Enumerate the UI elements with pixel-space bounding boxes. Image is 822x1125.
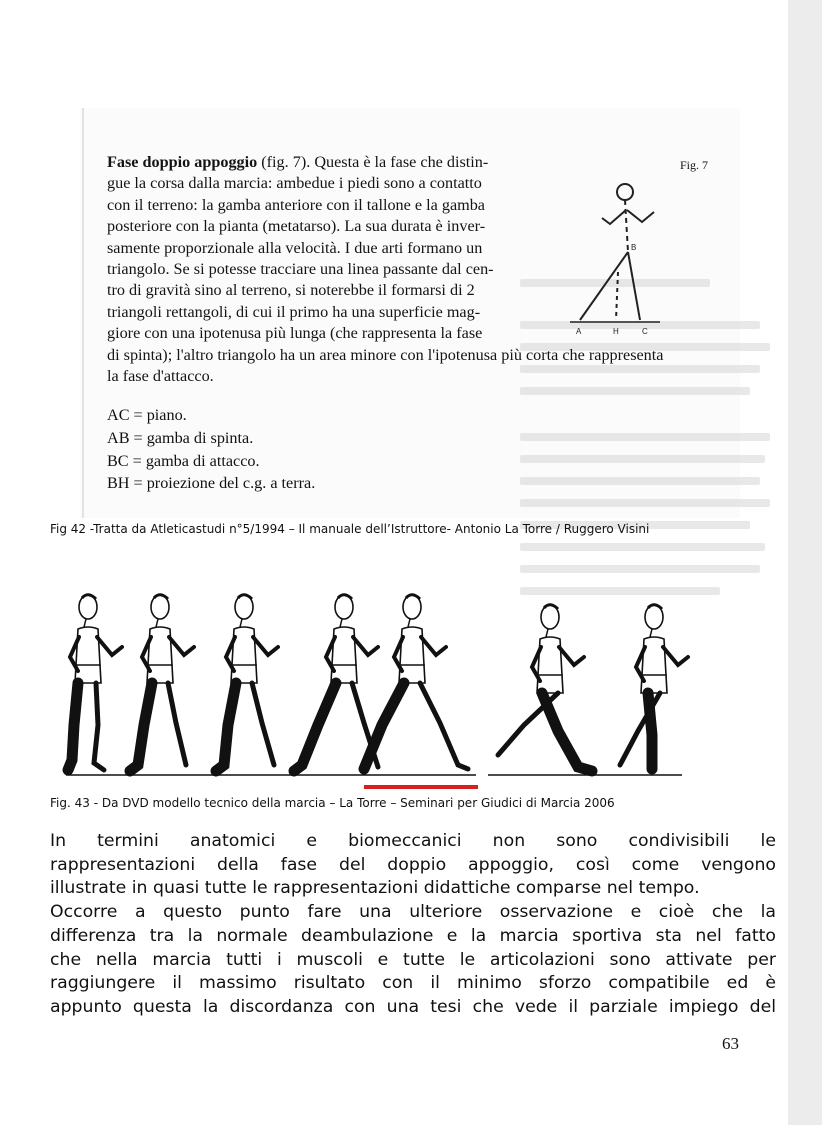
scan-line: di spinta); l'altro triangolo ha un area minore con l'ipotenusa più corta che rappresenta	[107, 345, 664, 364]
walker-figure	[364, 595, 468, 769]
figure-trunk	[625, 200, 628, 252]
walker-figure	[68, 595, 122, 770]
scan-line: Fase doppio appoggio (fig. 7). Questa è la fase che distin-	[107, 153, 489, 171]
fig7-label: Fig. 7	[680, 158, 709, 172]
segment-bh	[616, 272, 618, 320]
stick-figure-diagram	[560, 152, 720, 402]
body-line: raggiungere il massimo risultato con il minimo sforzo compatibile ed è	[50, 973, 776, 994]
body-line: appunto questa la discordanza con una tesi che vede il parziale impiego del	[50, 996, 776, 1017]
body-line: che nella marcia tutti i muscoli e tutte le articolazioni sono attivate per	[50, 949, 776, 970]
page-margin-bar	[788, 0, 822, 1125]
scanned-excerpt-fig42	[80, 108, 740, 518]
scan-edge	[82, 108, 84, 518]
scan-line: posteriore con la pianta (metatarso). La sua durata è inver-	[107, 217, 486, 236]
figure-front-arm	[627, 210, 654, 222]
scan-line: samente proporzionale alla velocità. I due arti formano un	[107, 238, 483, 257]
definition-item: AC = piano.	[107, 406, 187, 424]
scan-line: tro di gravità sino al terreno, si noterebbe il formarsi di 2	[107, 281, 475, 300]
walker-figure	[216, 595, 278, 771]
scan-line: triangoli rettangoli, di cui il primo ha una superficie mag-	[107, 302, 481, 321]
scan-line: giore con una ipotenusa più lunga (che rappresenta la fase	[107, 324, 483, 343]
definition-item: BH = proiezione del c.g. a terra.	[107, 474, 316, 493]
scan-line: gue la corsa dalla marcia: ambedue i piedi sono a contatto	[107, 174, 482, 193]
body-line: illustrate in quasi tutte le rappresentazioni didattiche comparse nel tempo.	[50, 878, 700, 899]
scan-line: con il terreno: la gamba anteriore con il tallone e la gamba	[107, 195, 485, 214]
point-label: C	[642, 327, 648, 336]
definitions-list	[107, 404, 315, 495]
race-walking-sequence	[48, 565, 748, 790]
body-line: Occorre a questo punto fare una ulteriore osservazione e cioè che la	[50, 902, 776, 923]
caption-fig42: Fig 42 -Tratta da Atleticastudi n°5/1994 – Il manuale dell’Istruttore- Antonio La Torre / Ruggero Visini	[50, 522, 650, 536]
segment-ab	[580, 252, 628, 320]
scan-line: la fase d'attacco.	[107, 367, 214, 386]
walker-figure	[620, 605, 688, 769]
caption-fig43: Fig. 43 - Da DVD modello tecnico della marcia – La Torre – Seminari per Giudici di Marcia 2006	[50, 796, 615, 810]
walker-figure	[498, 605, 592, 771]
page-number: 63	[722, 1034, 739, 1053]
scan-title: Fase doppio appoggio	[107, 153, 258, 171]
definition-item: BC = gamba di attacco.	[107, 451, 260, 470]
segment-bc	[628, 252, 640, 320]
scan-line: triangolo. Se si potesse tracciare una linea passante dal cen-	[107, 260, 494, 279]
body-line: rappresentazioni della fase del doppio appoggio, così come vengono	[50, 854, 776, 875]
walker-figure	[130, 595, 194, 771]
body-line: differenza tra la normale deambulazione e la marcia sportiva sta nel fatto	[50, 925, 776, 946]
point-label: B	[631, 243, 637, 252]
point-label: A	[576, 327, 582, 336]
walker-figure	[294, 595, 378, 771]
body-line: In termini anatomici e biomeccanici non sono condivisibili le	[50, 831, 776, 851]
definition-item: AB = gamba di spinta.	[107, 428, 254, 447]
figure-back-arm	[602, 210, 626, 224]
point-label: H	[613, 327, 619, 336]
figure-head	[617, 184, 633, 200]
body-paragraph	[50, 830, 776, 1020]
